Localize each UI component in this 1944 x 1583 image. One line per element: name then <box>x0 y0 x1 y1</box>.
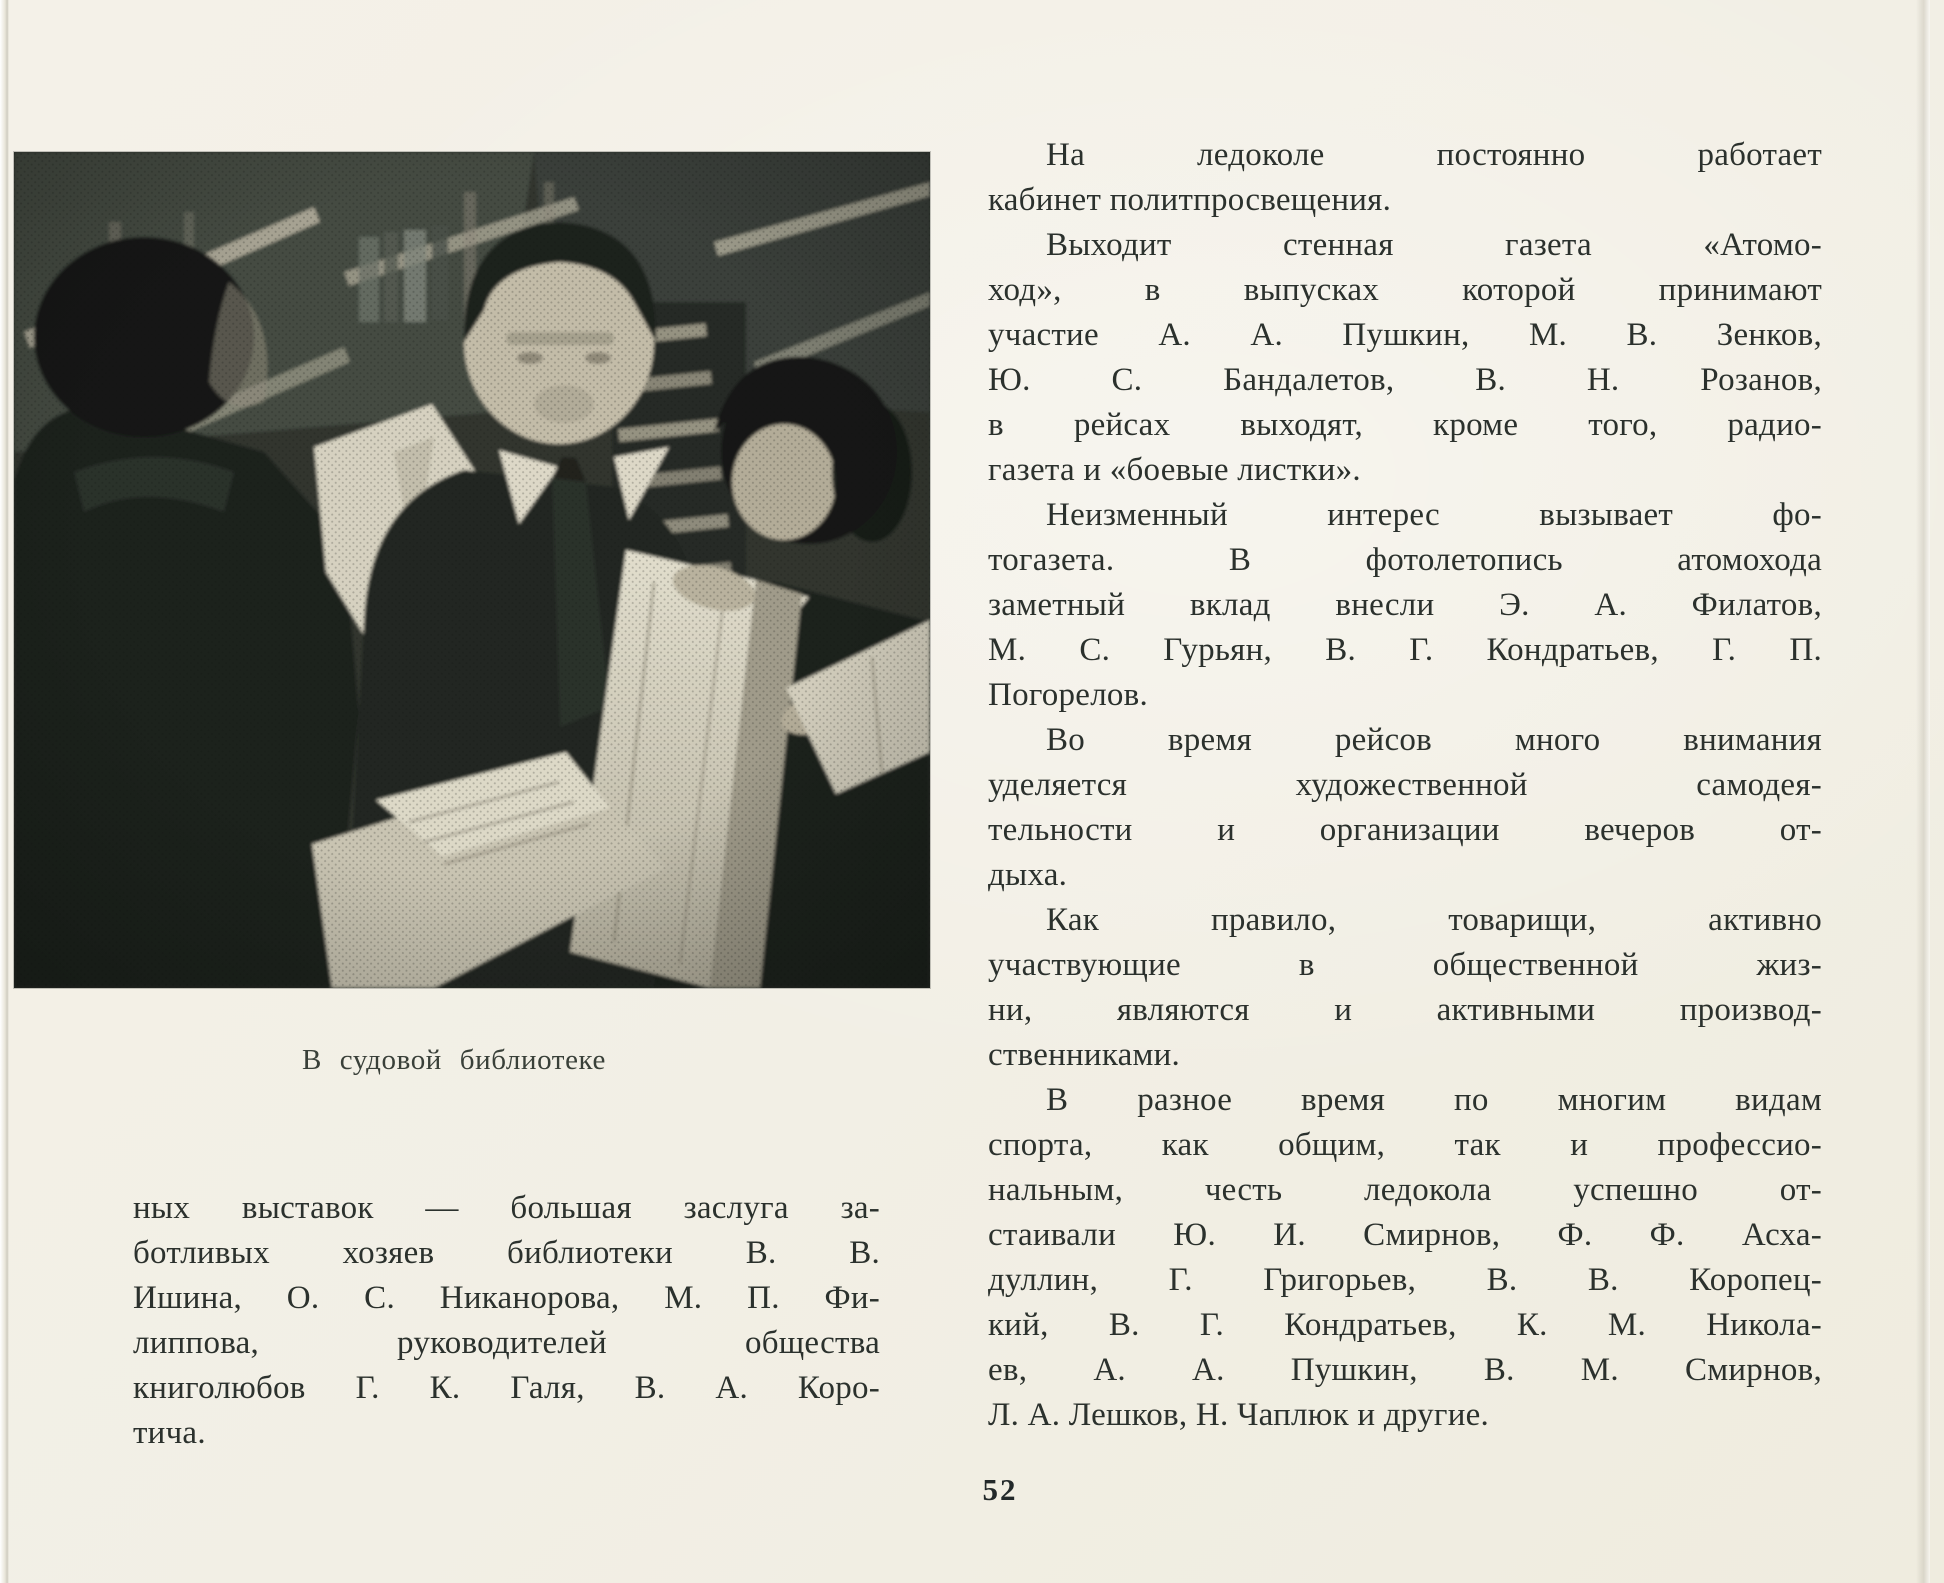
text-line: В разное время по многим видам <box>1046 1082 1822 1118</box>
text-line: кабинет политпросвещения. <box>988 182 1392 218</box>
text-line: На ледоколе постоянно работает <box>1046 137 1822 173</box>
text-line: нальным, честь ледокола успешно от- <box>988 1172 1822 1208</box>
text-line: Ишина, О. С. Никанорова, М. П. Фи- <box>133 1280 880 1316</box>
text-line: ботливых хозяев библиотеки В. В. <box>133 1235 880 1271</box>
text-line: газета и «боевые листки». <box>988 452 1361 488</box>
library-photo-art <box>14 152 930 988</box>
text-line: Погорелов. <box>988 677 1148 713</box>
text-line: ев, А. А. Пушкин, В. М. Смирнов, <box>988 1352 1822 1388</box>
text-line: ственниками. <box>988 1037 1181 1073</box>
text-line: кий, В. Г. Кондратьев, К. М. Никола- <box>988 1307 1822 1343</box>
left-text-column <box>133 1186 880 1456</box>
text-line: ход», в выпусках которой принимают <box>988 272 1822 308</box>
scan-paper-edge <box>0 0 9 1583</box>
scan-crease <box>1916 0 1930 1583</box>
text-line: Во время рейсов много внимания <box>1046 722 1822 758</box>
text-line: в рейсах выходят, кроме того, радио- <box>988 407 1822 443</box>
text-line: книголюбов Г. К. Галя, В. А. Коро- <box>133 1370 880 1406</box>
text-line: участвующие в общественной жиз- <box>988 947 1822 983</box>
text-line: Л. А. Лешков, Н. Чаплюк и другие. <box>988 1397 1490 1433</box>
text-line: дуллин, Г. Григорьев, В. В. Коропец- <box>988 1262 1822 1298</box>
text-line: Ю. С. Бандалетов, В. Н. Розанов, <box>988 362 1822 398</box>
text-line: дыха. <box>988 857 1068 893</box>
text-line: заметный вклад внесли Э. А. Филатов, <box>988 587 1822 623</box>
text-line: стаивали Ю. И. Смирнов, Ф. Ф. Асха- <box>988 1217 1822 1253</box>
text-line: тогазета. В фотолетопись атомохода <box>988 542 1822 578</box>
text-line: липпова, руководителей общества <box>133 1325 880 1361</box>
text-line: ных выставок — большая заслуга за- <box>133 1190 880 1226</box>
text-line: участие А. А. Пушкин, М. В. Зенков, <box>988 317 1822 353</box>
page-number: 52 <box>982 1472 1018 1507</box>
text-line: тельности и организации вечеров от- <box>988 812 1822 848</box>
text-line: Неизменный интерес вызывает фо- <box>1046 497 1822 533</box>
text-line: Выходит стенная газета «Атомо- <box>1046 227 1822 263</box>
library-photo <box>14 152 930 988</box>
text-line: М. С. Гурьян, В. Г. Кондратьев, Г. П. <box>988 632 1822 668</box>
text-line: уделяется художественной самодея- <box>988 767 1822 803</box>
right-text-column <box>988 133 1822 1438</box>
text-line: ни, являются и активными производ- <box>988 992 1822 1028</box>
text-line: Как правило, товарищи, активно <box>1046 902 1822 938</box>
text-line: тича. <box>133 1415 206 1451</box>
photo-caption: В судовой библиотеке <box>302 1044 606 1076</box>
text-line: спорта, как общим, так и профессио- <box>988 1127 1822 1163</box>
